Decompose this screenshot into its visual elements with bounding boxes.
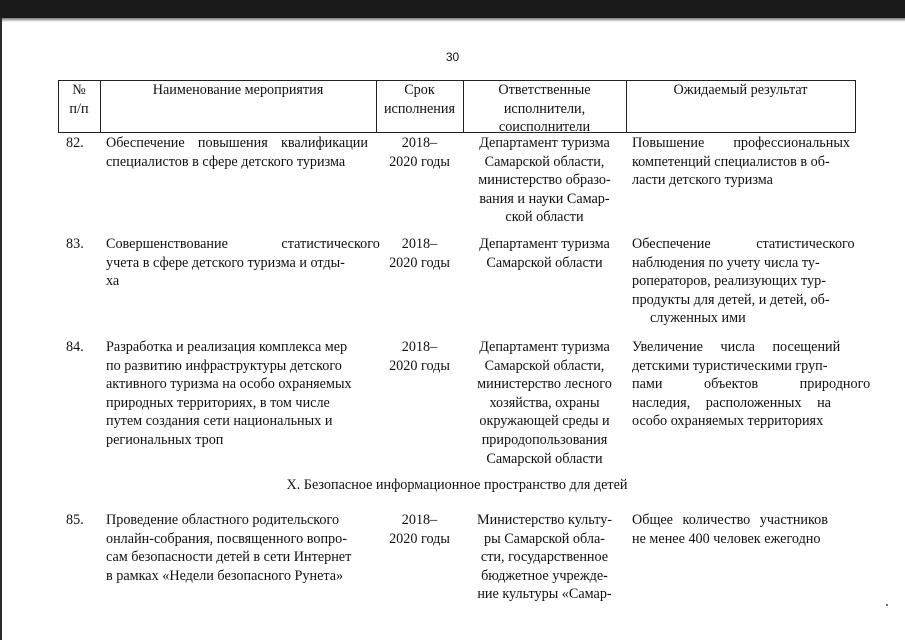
scan-speck bbox=[886, 604, 888, 606]
header-name: Наименование мероприятия bbox=[152, 82, 324, 98]
row-82-name: Обеспечение повышения квалификации специалистов в сфере детского туризма bbox=[106, 135, 368, 170]
row-84-name: Разработка и реализация комплекса мер по развитию инфраструктуры детского активного туризма на особо охраняемых природных территориях, в том числе путем создания сети национальных и региональных троп bbox=[106, 339, 352, 448]
scan-top-border bbox=[0, 0, 905, 18]
row-84-term: 2018– 2020 годы bbox=[389, 339, 450, 374]
row-85-result: Общее количество участников не менее 400 человек ежегодно bbox=[632, 512, 828, 547]
row-85-name: Проведение областного родительского онлайн-собрания, посвященного вопро- сам безопасности детей в сети Интернет в рамках «Недели безопасного Рунета» bbox=[106, 512, 352, 584]
row-83-num: 83. bbox=[66, 236, 84, 252]
scan-left-border bbox=[0, 18, 2, 640]
row-84-num: 84. bbox=[66, 339, 84, 355]
row-85-responsible: Министерство культу- ры Самарской обла- сти, государственное бюджетное учрежде- ние культуры «Самар- bbox=[476, 512, 613, 603]
row-84-responsible: Департамент туризма Самарской области, министерство лесного хозяйства, охраны окружающей среды и природопользования Самарской области bbox=[477, 339, 612, 467]
row-82-responsible: Департамент туризма Самарской области, министерство образо- вания и науки Самар- ской области bbox=[478, 135, 611, 226]
row-82-term: 2018– 2020 годы bbox=[389, 135, 450, 170]
row-83-name: Совершенствование статистического учета в сфере детского туризма и отды- ха bbox=[106, 236, 380, 290]
header-bottom-rule bbox=[58, 132, 856, 133]
section-title: X. Безопасное информационное пространство для детей bbox=[286, 477, 628, 493]
header-responsible: Ответственные исполнители, соисполнители bbox=[498, 82, 591, 136]
table-right-border bbox=[855, 80, 856, 132]
row-83-responsible: Департамент туризма Самарской области bbox=[479, 236, 610, 271]
page-number: 30 bbox=[445, 50, 460, 64]
row-84-result: Увеличение числа посещений детскими туристическими груп- пами объектов природного наследия, расположенных на особо охраняемых территориях bbox=[632, 339, 871, 430]
row-83-result: Обеспечение статистического наблюдения по учету числа ту- роператоров, реализующих тур- продукты для детей, и детей, об- служенных ими bbox=[632, 236, 855, 327]
row-82-num: 82. bbox=[66, 135, 84, 151]
row-85-num: 85. bbox=[66, 512, 84, 528]
row-82-result: Повышение профессиональных компетенций специалистов в об- ласти детского туризма bbox=[632, 135, 850, 189]
scan-top-shadow bbox=[0, 18, 905, 22]
header-result: Ожидаемый результат bbox=[673, 82, 808, 98]
row-83-term: 2018– 2020 годы bbox=[389, 236, 450, 271]
header-num: № п/п bbox=[69, 82, 89, 117]
header-term: Срок исполнения bbox=[383, 82, 456, 117]
row-85-term: 2018– 2020 годы bbox=[389, 512, 450, 547]
